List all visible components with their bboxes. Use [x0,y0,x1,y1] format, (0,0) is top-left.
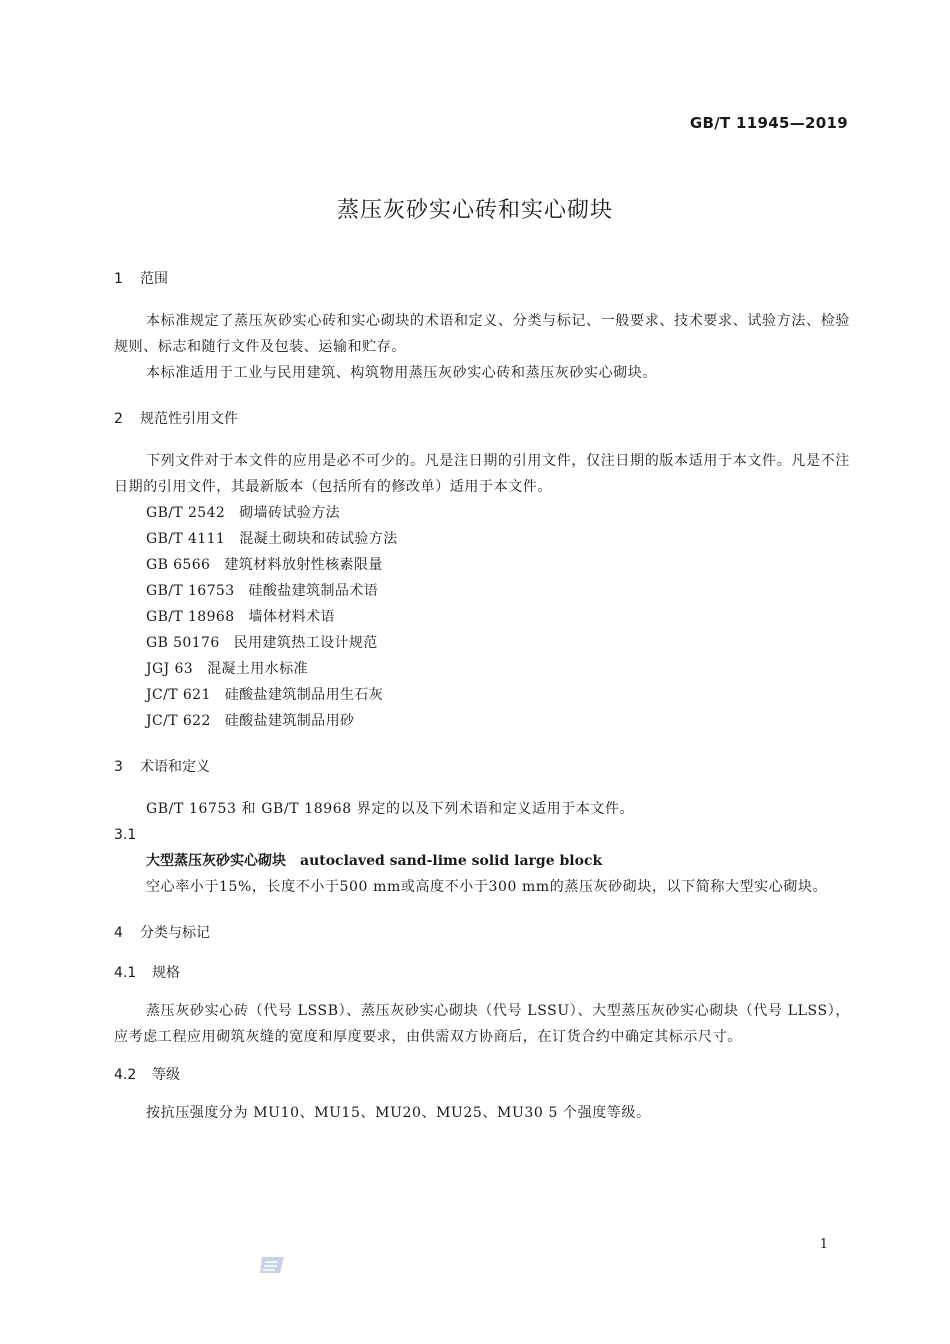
subsection-title: 规格 [152,965,180,981]
reference-code: GB/T 2542 [146,505,226,521]
reference-code: GB/T 18968 [146,609,235,625]
section-1-paragraph-1: 本标准规定了蒸压灰砂实心砖和实心砌块的术语和定义、分类与标记、一般要求、技术要求、试验方法、检验规则、标志和随行文件及包装、运输和贮存。 [114,313,850,355]
section-number: 1 [114,271,123,287]
term-title-cn: 大型蒸压灰砂实心砌块 [146,853,286,869]
footer-logo-mark-icon [258,1255,286,1275]
reference-name: 硅酸盐建筑制品用生石灰 [224,687,384,703]
subsection-number: 4.1 [114,965,137,981]
reference-name: 建筑材料放射性核素限量 [224,557,383,573]
reference-code: JGJ 63 [146,661,194,677]
reference-name: 硅酸盐建筑制品术语 [248,583,379,599]
section-title: 规范性引用文件 [140,411,238,427]
term-title [114,848,850,874]
page-number: 1 [819,1237,828,1252]
subsection-title: 等级 [152,1067,180,1083]
subsection-4-2-heading [114,1064,850,1086]
subsection-4-2-text: 按抗压强度分为 MU10、MU15、MU20、MU25、MU30 5 个强度等级。 [146,1105,651,1121]
reference-name: 墙体材料术语 [248,609,335,625]
section-title: 分类与标记 [140,925,210,941]
section-number: 2 [114,411,123,427]
term-number: 3.1 [114,827,137,843]
subsection-number: 4.2 [114,1067,137,1083]
reference-name: 混凝土砌块和砖试验方法 [239,531,398,547]
reference-code: GB 50176 [146,635,220,651]
section-2-heading [114,408,850,430]
subsection-4-1-text: 蒸压灰砂实心砖（代号 LSSB）、蒸压灰砂实心砌块（代号 LSSU）、大型蒸压灰砂实心砌块（代号 LLSS），应考虑工程应用砌筑灰缝的宽度和厚度要求，由供需双方协商后，在订货合约中确定其标示尺寸。 [114,1003,850,1045]
reference-code: JC/T 622 [146,713,211,729]
subsection-4-1-heading [114,962,850,984]
section-title: 术语和定义 [140,759,210,775]
term-title-en: autoclaved sand-lime solid large block [300,853,603,869]
section-title: 范围 [140,271,168,287]
section-number: 4 [114,925,123,941]
section-3-intro: GB/T 16753 和 GB/T 18968 界定的以及下列术语和定义适用于本文件。 [146,801,635,817]
reference-item [114,604,850,630]
section-3-heading [114,756,850,778]
reference-item [114,708,850,734]
section-2-intro: 下列文件对于本文件的应用是必不可少的。凡是注日期的引用文件，仅注日期的版本适用于本文件。凡是不注日期的引用文件，其最新版本（包括所有的修改单）适用于本文件。 [114,453,850,495]
section-1-heading [114,268,850,290]
reference-code: GB/T 16753 [146,583,235,599]
reference-item [114,500,850,526]
reference-list [114,500,850,734]
reference-name: 混凝土用水标准 [207,661,308,677]
document-body [114,268,850,1126]
reference-item [114,526,850,552]
document-title: 蒸压灰砂实心砖和实心砌块 [336,198,613,223]
standard-code: GB/T 11945—2019 [689,114,848,132]
reference-item [114,682,850,708]
reference-item [114,630,850,656]
reference-name: 砌墙砖试验方法 [239,505,341,521]
reference-code: GB 6566 [146,557,211,573]
reference-code: GB/T 4111 [146,531,226,547]
section-number: 3 [114,759,123,775]
term-definition: 空心率小于15%，长度不小于500 mm或高度不小于300 mm的蒸压灰砂砌块，以下简称大型实心砌块。 [146,879,828,895]
reference-name: 民用建筑热工设计规范 [233,635,378,651]
section-4-heading [114,922,850,944]
section-1-paragraph-2: 本标准适用于工业与民用建筑、构筑物用蒸压灰砂实心砖和蒸压灰砂实心砌块。 [146,365,657,381]
reference-item [114,552,850,578]
reference-code: JC/T 621 [146,687,211,703]
reference-name: 硅酸盐建筑制品用砂 [224,713,355,729]
reference-item [114,578,850,604]
reference-item [114,656,850,682]
